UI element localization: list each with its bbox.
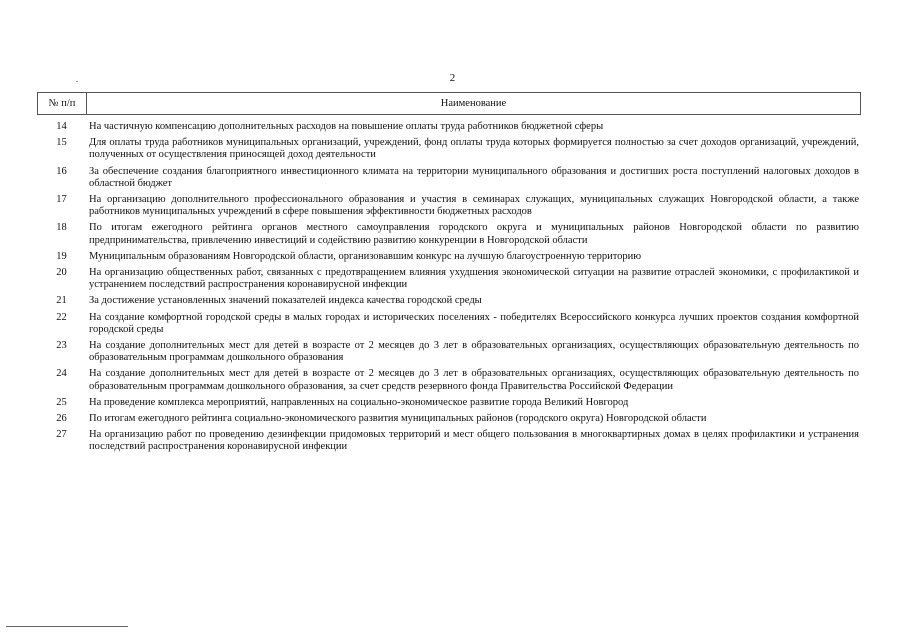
table-header xyxy=(37,92,861,115)
row-number: 18 xyxy=(56,222,67,234)
row-text: На проведение комплекса мероприятий, направленных на социально-экономическое развитие города Великий Новгород xyxy=(89,396,629,408)
row-number: 23 xyxy=(56,340,67,352)
row-text: Для оплаты труда работников муниципальных организаций, учреждений, фонд оплаты труда которых формируется полностью за счет доходов организаций, учреждений, полученных от осуществления приносящей доход деятельности xyxy=(89,137,859,161)
row-text: На организацию общественных работ, связанных с предотвращением влияния ухудшения экономической ситуации на развитие отраслей экономики, с профилактикой и устранением последствий распространения коронавирусной инфекции xyxy=(89,267,859,291)
table-row xyxy=(37,397,861,409)
table-body xyxy=(37,121,861,458)
row-number: 15 xyxy=(56,137,67,149)
table-row xyxy=(37,194,861,218)
row-number: 26 xyxy=(56,413,67,425)
table-row xyxy=(37,295,861,307)
row-number: 22 xyxy=(56,311,67,323)
row-number: 16 xyxy=(56,165,67,177)
table-row xyxy=(37,222,861,246)
row-number: 21 xyxy=(56,295,67,307)
row-text: На создание дополнительных мест для детей в возрасте от 2 месяцев до 3 лет в образовательных организациях, осуществляющих образовательную деятельность по образовательным программам дошкольного образования xyxy=(89,340,859,364)
row-number: 17 xyxy=(56,194,67,206)
row-text: Муниципальным образованиям Новгородской области, организовавшим конкурс на лучшую благоустроенную территорию xyxy=(89,250,642,262)
table-row xyxy=(37,121,861,133)
row-text: По итогам ежегодного рейтинга органов местного самоуправления городского округа и муниципальных районов Новгородской области по развитию предпринимательства, привлечению инвестиций и содействию развитию конкуренции в Новгородской области xyxy=(89,222,859,246)
table-row xyxy=(37,413,861,425)
row-number: 20 xyxy=(56,267,67,279)
table-row xyxy=(37,340,861,364)
row-number: 24 xyxy=(56,368,67,380)
row-text: На частичную компенсацию дополнительных расходов на повышение оплаты труда работников бюджетной сферы xyxy=(89,121,604,132)
table-row xyxy=(37,267,861,291)
page-number: 2 xyxy=(449,72,456,84)
column-header-name: Наименование xyxy=(440,98,507,109)
footer-rule xyxy=(6,626,128,627)
scan-mark xyxy=(76,81,78,82)
table-row xyxy=(37,368,861,392)
row-text: На организацию работ по проведению дезинфекции придомовых территорий и мест общего пользования в многоквартирных домах в целях профилактики и устранения последствий распространения коронавирусной инфекции xyxy=(89,429,859,453)
row-text: За достижение установленных значений показателей индекса качества городской среды xyxy=(89,295,482,307)
row-number: 19 xyxy=(56,250,67,262)
row-number: 25 xyxy=(56,396,67,408)
row-number: 14 xyxy=(56,121,67,132)
row-text: За обеспечение создания благоприятного инвестиционного климата на территории муниципального образования и достигших роста поступлений налоговых доходов в областной бюджет xyxy=(89,165,859,189)
row-number: 27 xyxy=(56,429,67,441)
row-text: На создание дополнительных мест для детей в возрасте от 2 месяцев до 3 лет в образовательных организациях, осуществляющих образовательную деятельность по образовательным программам дошкольного образования, за счет средств резервного фонда Правительства Российской Федерации xyxy=(89,368,859,392)
table-row xyxy=(37,166,861,190)
row-text: На создание комфортной городской среды в малых городах и исторических поселениях - победителях Всероссийского конкурса лучших проектов создания комфортной городской среды xyxy=(89,311,859,335)
table-row xyxy=(37,251,861,263)
row-text: По итогам ежегодного рейтинга социально-экономического развития муниципальных районов (городского округа) Новгородской области xyxy=(89,413,707,425)
row-text: На организацию дополнительного профессионального образования и участия в семинарах служащих, муниципальных служащих Новгородской области, а также работников муниципальных учреждений в сфере повышения эффективности бюджетных расходов xyxy=(89,194,859,218)
table-row xyxy=(37,312,861,336)
column-header-number: № п/п xyxy=(38,93,87,114)
table-row xyxy=(37,429,861,453)
table-row xyxy=(37,137,861,161)
